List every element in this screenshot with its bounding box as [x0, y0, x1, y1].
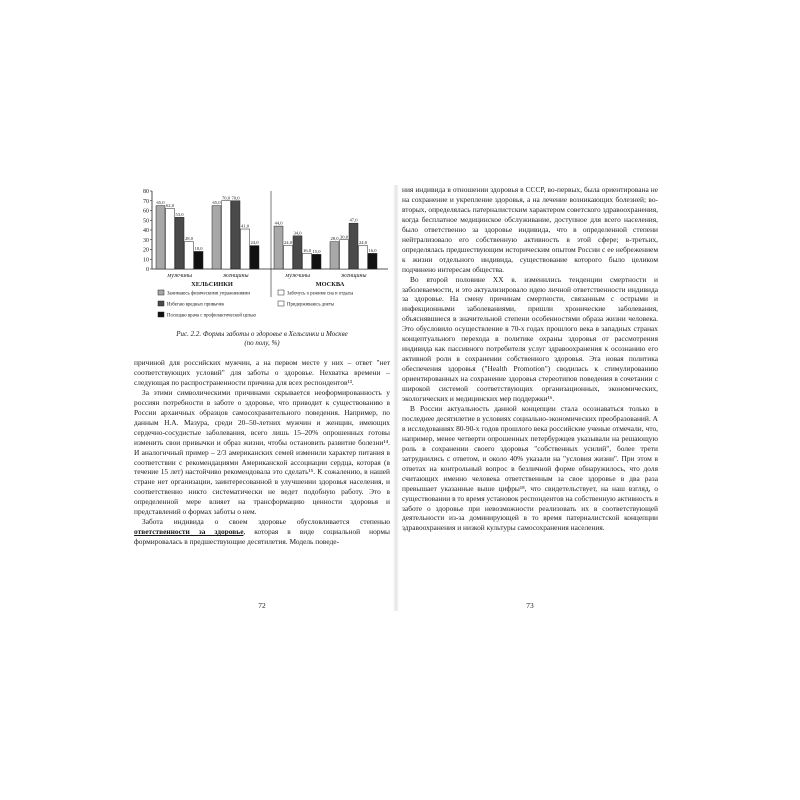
y-tick-label: 20: [143, 247, 149, 254]
paragraph-4: ния индивида в отношении здоровья в СССР, во-первых, была ориентирована не на сохранение и укрепление здоровья, а на лечение возникающих болезней; во-вторых, определялась патерналистским характером советского здравоохранения, когда бесплатное медицинское обслуживание, доступное для всего населения, было ответственно за здоровье индивида, что в определенной степени нейтрализовало его собственную активность в этой сфере; в-третьих, определялась предшествующим историческим опытом России с ее небрежением к жизни отдельного индивида, существование которого было целиком подчинено интересам общества.: [402, 185, 658, 274]
paragraph-2: За этими символическими причинами скрывается неоформированность у россиян потребности в заботе о здоровье, что приводит к существованию в России архаичных образцов самосохранительного поведения. Например, по данным Н.А. Мазура, среди 20–50-летних мужчин и женщин, имеющих сердечно-сосудистые заболевания, всего лишь 15–20% опрошенных готовы изменить свои привычки и образ жизни, чтобы остановить развитие болезни¹⁴. И аналогичный пример – 2/3 американских семей изменили характер питания в соответствии с рекомендациями Американской ассоциации сердца, которая (в течение 15 лет) настойчиво рекомендовала это сделать¹⁵. К сожалению, в нашей стране нет организации, заинтересованной в улучшении здоровья населения, и соответственно никто систематически не ведет подобную работу. Это в определенной мере влияет на трансформацию ценности здоровья и представлений о формах заботы о нем.: [134, 387, 390, 517]
caption-title: Рис. 2.2. Формы заботы о здоровье в Хельсинки и Москве: [176, 330, 348, 338]
legend-swatch: [158, 301, 164, 306]
group-label: женщины: [222, 273, 249, 279]
chart: [134, 185, 390, 328]
legend-label: Забочусь о режиме сна и отдыха: [287, 291, 354, 297]
bar-value-label: 24,0: [358, 240, 368, 246]
paragraph-6: В России актуальность данной концепции стала осознаваться только в последнее десятилетие в условиях социально-экономических преобразований. А в исследованиях 80-90-х годов прошлого века российские ученые отмечали, что, например, менее четверти опрошенных петербуржцев указывали на решающую роль в сохранении своего здоровья "собственных усилий", более трети затруднились с ответом, и около 40% указали на "условия жизни". При этом в ответах на контрольный вопрос в безличной форме обнаружилось, что доля считающих именно человека ответственным за свое здоровье в два раза превышает указанные выше цифры¹⁸, что свидетельствует, на наш взгляд, о существовании в то время установок респондентов на собственную активность в заботе о здоровье при невозможности реализовать их в соответствующей деятельности из-за доминирующей в то время патерналистской концепции здравоохранения и низкой культуры самосохранения населения.: [402, 403, 659, 533]
bar: [312, 254, 321, 269]
y-tick-label: 40: [143, 228, 149, 234]
bar-value-label: 41,0: [240, 223, 250, 229]
bar-value-label: 44,0: [274, 220, 283, 226]
bar-value-label: 16,0: [368, 247, 377, 253]
bar-value-label: 65,0: [156, 200, 165, 206]
legend-swatch: [158, 312, 164, 317]
bar-value-label: 34,0: [293, 230, 302, 236]
bar: [303, 253, 312, 269]
paragraph-1: причиной для российских мужчин, а на первом месте у них – ответ "нет соответствующих условий" для заботы о здоровье. Нехватка времени – следующая по распространенности причина для всех респондентов¹³.: [134, 358, 390, 387]
left-page: [134, 185, 390, 611]
bar-value-label: 30,0: [339, 234, 349, 240]
bar-chart: [134, 185, 390, 328]
y-tick-label: 10: [143, 257, 149, 264]
bar: [222, 201, 231, 269]
right-page: [402, 185, 658, 611]
legend-label: Занимаюсь физическими упражнениями: [167, 291, 250, 297]
bar-value-label: 24,0: [250, 240, 259, 246]
bar-value-label: 16,0: [302, 247, 312, 253]
group-label: мужчины: [285, 273, 311, 279]
bar: [359, 246, 368, 269]
y-tick-label: 70: [143, 198, 149, 205]
bar: [340, 240, 349, 269]
bar: [166, 209, 175, 269]
bar-value-label: 53,0: [175, 211, 184, 217]
paragraph-5: Во второй половине XX в. изменились тенденции смертности и заболеваемости, и это актуализировало идею личной ответственности индивида за здоровье. На смену причинам смертности, связанным с острыми и инфекционными заболеваниями, пришли хронические заболевания, объяснявшиеся в значительной степени особенностями образа жизни человека. Это обусловило осуществление в 70-х годах прошлого века в западных странах концептуального перехода в политике охраны здоровья от рассмотрения индивида как пассивного потребителя услуг здравоохранения к осознанию его активной роли в сохранении собственного здоровья. Эта новая политика обеспечения здоровья ("Health Promotion") сводилась к стимулированию ориентированных на сохранение здоровья стереотипов поведения в сочетании с широкой системой соответствующих организационных, экономических, экологических и медицинских мер поддержки¹⁶.: [402, 274, 658, 404]
paragraph-3-end: , которая в виде социальной нормы формировалась в предшествующие десятилетия. Модель поведе-: [134, 527, 390, 547]
y-tick-label: 60: [143, 208, 149, 215]
bar-value-label: 28,0: [330, 236, 339, 242]
legend-swatch: [278, 290, 284, 295]
paragraph-3-start: Забота индивида о своем здоровье обусловливается степенью: [142, 517, 390, 527]
figure-caption: [140, 330, 384, 348]
page-number-right: 73: [526, 601, 534, 611]
bar-value-label: 47,0: [349, 217, 358, 223]
bar-value-label: 65,0: [212, 200, 221, 206]
bar: [241, 229, 250, 269]
bar-value-label: 24,0: [283, 240, 293, 246]
legend-label: Посещаю врача с профилактической целью: [167, 313, 256, 319]
bar-value-label: 62,0: [165, 203, 175, 209]
legend-label: Избегаю вредных привычек: [167, 302, 225, 308]
bar: [212, 206, 221, 269]
bar: [185, 242, 194, 269]
bar: [274, 226, 283, 269]
bar: [284, 246, 293, 269]
page-number-left: 72: [258, 601, 266, 611]
city-label-moscow: МОСКВА: [315, 281, 345, 288]
emphasis-term: ответственности за здоровье: [134, 527, 244, 537]
bar: [250, 246, 259, 269]
book-spread: [134, 185, 666, 611]
bar-value-label: 18,0: [194, 245, 203, 251]
group-label: мужчины: [167, 273, 193, 279]
bar: [349, 223, 358, 269]
bar: [293, 236, 302, 269]
bar: [368, 253, 377, 269]
legend-label: Придерживаюсь диеты: [287, 302, 335, 308]
y-tick-label: 80: [143, 189, 149, 195]
bar-value-label: 28,0: [184, 236, 194, 242]
y-tick-label: 50: [143, 218, 149, 225]
legend-swatch: [158, 290, 164, 295]
bar-value-label: 70,0: [221, 195, 231, 201]
bar-value-label: 15,0: [312, 248, 321, 254]
y-tick-label: 30: [143, 237, 149, 244]
bar: [194, 251, 203, 269]
paragraph-3: [134, 517, 390, 547]
bar-value-label: 70,0: [231, 195, 240, 201]
group-label: женщины: [340, 273, 367, 279]
bar: [156, 206, 165, 269]
legend-swatch: [278, 301, 284, 306]
city-label-helsinki: ХЕЛЬСИНКИ: [191, 281, 233, 288]
book-gutter: [393, 185, 399, 611]
bar: [330, 242, 339, 269]
caption-subtitle: (по полу, %): [244, 339, 280, 347]
y-tick-label: 0: [146, 267, 149, 273]
bar: [231, 201, 240, 269]
bar: [175, 217, 184, 269]
